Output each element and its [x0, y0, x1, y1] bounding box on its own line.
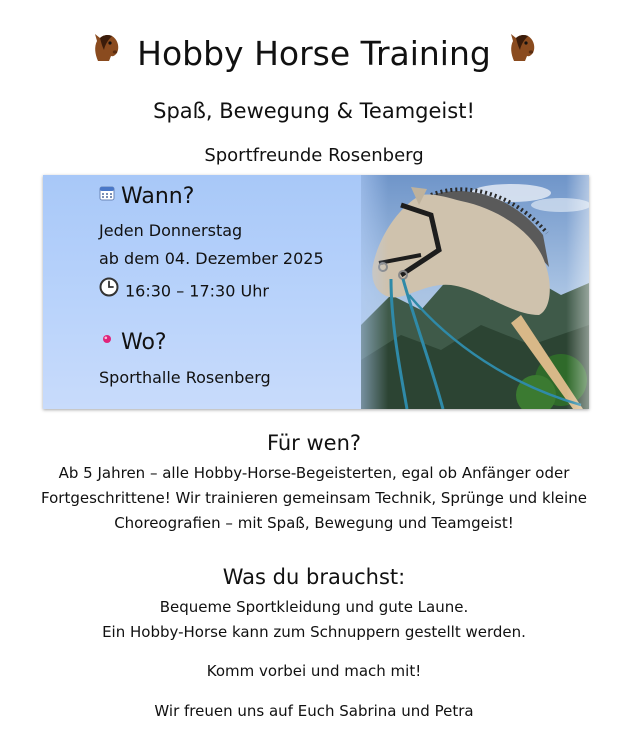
needs-line: Bequeme Sportkleidung und gute Laune.	[159, 598, 469, 616]
where-heading-text: Wo?	[121, 330, 167, 355]
where-place: Sporthalle Rosenberg	[99, 368, 271, 387]
calendar-icon	[99, 181, 115, 209]
needs-line: Ein Hobby-Horse kann zum Schnuppern gestellt werden.	[102, 623, 526, 641]
horse-face-icon	[505, 30, 539, 75]
for-whom-line: Choreografien – mit Spaß, Bewegung und Teamgeist!	[114, 514, 514, 532]
clock-icon	[99, 277, 119, 303]
subtitle: Spaß, Bewegung & Teamgeist!	[153, 99, 475, 123]
title-text: Hobby Horse Training	[137, 34, 491, 73]
when-start-date: ab dem 04. Dezember 2025	[99, 249, 324, 268]
for-whom-line: Ab 5 Jahren – alle Hobby-Horse-Begeisterten, egal ob Anfänger oder	[58, 464, 570, 482]
signoff: Wir freuen uns auf Euch Sabrina und Petra	[154, 702, 474, 720]
for-whom-line: Fortgeschrittene! Wir trainieren gemeinsam Technik, Sprünge und kleine	[41, 489, 587, 507]
pink-dot-icon	[99, 327, 115, 355]
club-name: Sportfreunde Rosenberg	[204, 145, 424, 166]
horse-face-icon	[89, 30, 123, 75]
page-title	[0, 32, 628, 78]
when-heading-text: Wann?	[121, 184, 195, 209]
when-time	[99, 279, 269, 305]
needs-heading: Was du brauchst:	[222, 565, 406, 589]
call-to-action: Komm vorbei und mach mit!	[206, 662, 422, 680]
when-time-text: 16:30 – 17:30 Uhr	[125, 281, 269, 301]
when-heading	[99, 183, 194, 211]
where-heading	[99, 329, 167, 357]
when-day: Jeden Donnerstag	[99, 221, 243, 240]
info-panel	[43, 175, 589, 409]
for-whom-heading: Für wen?	[266, 431, 362, 455]
hobby-horse-photo	[361, 175, 589, 409]
